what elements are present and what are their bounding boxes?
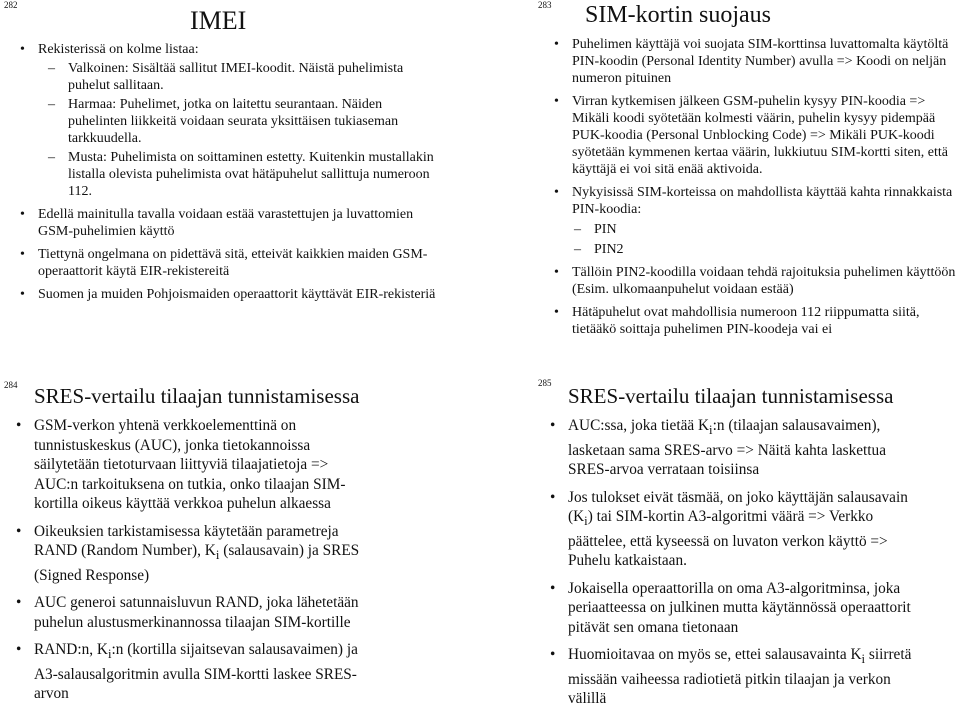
- list-line-part: AUC:ssa, joka tietää K: [568, 417, 710, 434]
- list-item: [554, 304, 956, 338]
- page-number: 285: [538, 378, 552, 388]
- bullet-icon: •: [20, 247, 25, 262]
- bullet-icon: •: [550, 488, 556, 506]
- sub-item: [574, 221, 956, 238]
- list-item: [16, 593, 474, 632]
- list-item: [16, 416, 474, 514]
- list-line: [568, 507, 956, 532]
- subscript: i: [584, 514, 588, 529]
- list-item: [550, 645, 956, 709]
- list-item-text: Puhelimen käyttäjä voi suojata SIM-korttinsa luvattomalta käytöltä PIN-koodin (Personal Identity Number) avulla => Koodi on neljän numeron pituinen: [572, 37, 949, 86]
- slide-285: [480, 346, 960, 708]
- bullet-icon: •: [16, 417, 22, 434]
- list-line-part: Huomioitavaa on myös se, ettei salausavainta K: [568, 646, 862, 664]
- list-line-part: (salausavain) ja SRES: [223, 542, 360, 559]
- list-line-part: ) tai SIM-kortin A3-algoritmi väärä => Verkko: [587, 508, 874, 526]
- page-number: 284: [4, 380, 18, 390]
- list-line: (Signed Response): [34, 566, 150, 584]
- list-line: lasketaan sama SRES-arvo => Näitä kahta laskettua: [568, 441, 886, 459]
- list-line: pitävät sen omana tietonaan: [568, 618, 739, 636]
- list-item-text: Tiettynä ongelmana on pidettävä sitä, etteivät kaikkien maiden GSM-operaattorit käytä EIR-rekistereitä: [38, 247, 428, 279]
- bullet-list: [16, 416, 474, 704]
- list-item: [554, 264, 956, 298]
- bullet-list: [554, 36, 956, 338]
- subscript: i: [107, 647, 112, 662]
- list-line: Jos tulokset eivät täsmää, on joko käyttäjän salausavain: [568, 488, 908, 506]
- bullet-icon: •: [20, 207, 25, 222]
- bullet-icon: •: [16, 594, 22, 612]
- bullet-icon: •: [554, 37, 559, 52]
- list-line: missään vaiheessa radiotietä pitkin tilaajan ja verkon: [568, 670, 891, 688]
- sub-item-text: PIN2: [594, 242, 624, 257]
- bullet-icon: •: [550, 646, 556, 664]
- list-line: AUC generoi satunnaisluvun RAND, joka lähetetään: [34, 594, 359, 612]
- slide-283: [480, 0, 960, 345]
- dash-icon: –: [48, 150, 55, 165]
- list-line: AUC:n tarkoituksena on tutkia, onko tilaajan SIM-: [34, 475, 346, 493]
- list-line: puhelun alustusmerkinannossa tilaajan SIM-kortille: [34, 613, 351, 631]
- list-item-text: Tällöin PIN2-koodilla voidaan tehdä rajoituksia puhelimen käyttöön (Esim. ulkomaanpuhelut voidaan estää): [572, 265, 956, 297]
- bullet-icon: •: [20, 287, 25, 302]
- sub-item-text: Valkoinen: Sisältää sallitut IMEI-koodit. Näistä puhelimista puhelut sallitaan.: [68, 61, 404, 93]
- list-item-text: Rekisterissä on kolme listaa:: [38, 42, 199, 57]
- subscript: i: [215, 548, 220, 563]
- sub-list: [48, 60, 442, 200]
- list-line: [568, 645, 956, 670]
- list-line: säilytetään tietoturvaan liittyviä tilaajatietoja =>: [34, 456, 329, 473]
- list-line: GSM-verkon yhtenä verkkoelementtinä on: [34, 417, 297, 434]
- slide-282: [0, 0, 480, 345]
- bullet-list: [550, 416, 956, 709]
- subscript: i: [861, 652, 866, 667]
- bullet-icon: •: [554, 94, 559, 109]
- bullet-icon: •: [554, 185, 559, 200]
- bullet-icon: •: [20, 42, 25, 57]
- list-item-text: Suomen ja muiden Pohjoismaiden operaattorit käyttävät EIR-rekisteriä: [38, 287, 436, 302]
- list-line-part: siirretä: [865, 646, 912, 664]
- list-item: [550, 416, 956, 480]
- list-line: Jokaisella operaattorilla on oma A3-algoritminsa, joka: [568, 579, 901, 597]
- page-number: 283: [538, 0, 552, 10]
- list-line: [34, 541, 474, 566]
- list-line: SRES-arvoa verrataan toisiinsa: [568, 461, 760, 479]
- list-item-text: Hätäpuhelut ovat mahdollisia numeroon 112 riippumatta siitä, tietääkö soittaja puhelimen PIN-koodeja vai ei: [572, 305, 920, 337]
- list-line: Puhelu katkaistaan.: [568, 552, 687, 570]
- sub-item-text: Harmaa: Puhelimet, jotka on laitettu seurantaan. Näiden puhelinten liikkeitä voidaan seurata yksittäisen tukiaseman tarkkuudella.: [68, 97, 399, 146]
- sub-item-text: PIN: [594, 222, 617, 237]
- sub-item: [574, 241, 956, 258]
- sub-item-text: Musta: Puhelimista on soittaminen estetty. Kuitenkin mustallakin listalla olevista puhelimista ovat hätäpuhelut sallittuja numeroon 112.: [68, 150, 434, 199]
- list-item: [550, 579, 956, 638]
- list-item-text: Nykyisissä SIM-korteissa on mahdollista käyttää kahta rinnakkaista PIN-koodia:: [572, 185, 953, 217]
- list-line: periaatteessa on julkinen mutta käytännössä operaattorit: [568, 599, 911, 617]
- list-line-part: (K: [568, 508, 585, 526]
- dash-icon: –: [574, 222, 581, 237]
- bullet-list: [20, 41, 442, 303]
- dash-icon: –: [48, 61, 55, 76]
- bullet-icon: •: [16, 641, 22, 659]
- list-item: [20, 286, 442, 303]
- list-line: arvon: [34, 685, 69, 703]
- list-line-part: RAND (Random Number), K: [34, 542, 216, 559]
- sub-item: [48, 96, 442, 147]
- list-line: [34, 640, 474, 665]
- list-item: [20, 41, 442, 200]
- list-line-part: RAND:n, K: [34, 641, 108, 659]
- list-item: [16, 640, 474, 704]
- list-line: [568, 416, 956, 441]
- bullet-icon: •: [550, 579, 556, 597]
- list-item: [16, 522, 474, 586]
- list-item-text: Virran kytkemisen jälkeen GSM-puhelin kysyy PIN-koodia => Mikäli koodi syötetään kolmesti väärin, puhelin kysyy pidempää PUK-koodia (Personal Unblocking Code) => Mikäli PUK-koodi syötetään kymmenen kertaa väärin, lukkiutuu SIM-kortti siten, että käyttäjä ei voi sitä enää aktivoida.: [572, 94, 948, 177]
- slide-284: [0, 346, 480, 703]
- list-line: tunnistuskeskus (AUC), jonka tietokannoissa: [34, 436, 311, 454]
- list-item-text: Edellä mainitulla tavalla voidaan estää varastettujen ja luvattomien GSM-puhelimien käyttö: [38, 207, 414, 239]
- sub-list: [574, 221, 956, 258]
- list-line: kortilla oikeus käyttää verkkoa puhelun alkaessa: [34, 495, 331, 512]
- list-line: Oikeuksien tarkistamisessa käytetään parametreja: [34, 522, 339, 540]
- bullet-icon: •: [554, 305, 559, 320]
- list-item: [554, 36, 956, 87]
- bullet-icon: •: [554, 265, 559, 280]
- list-line-part: :n (tilaajan salausavaimen),: [712, 417, 881, 434]
- bullet-icon: •: [550, 417, 556, 434]
- slide-title: SRES-vertailu tilaajan tunnistamisessa: [34, 384, 360, 408]
- subscript: i: [709, 423, 713, 438]
- list-line: välillä: [568, 690, 607, 708]
- dash-icon: –: [574, 242, 581, 257]
- dash-icon: –: [48, 97, 55, 112]
- list-item: [20, 246, 442, 280]
- list-item: [550, 488, 956, 571]
- slide-title: SIM-kortin suojaus: [585, 2, 771, 28]
- list-item: [554, 184, 956, 258]
- list-line-part: :n (kortilla sijaitsevan salausavaimen) ja: [111, 641, 358, 659]
- list-item: [20, 206, 442, 240]
- sub-item: [48, 149, 442, 200]
- list-line: päättelee, että kyseessä on luvaton verkon käyttö =>: [568, 532, 888, 550]
- bullet-icon: •: [16, 522, 22, 540]
- sub-item: [48, 60, 442, 94]
- list-line: A3-salausalgoritmin avulla SIM-kortti laskee SRES-: [34, 665, 357, 683]
- slide-title: IMEI: [190, 6, 247, 35]
- list-item: [554, 93, 956, 178]
- page-number: 282: [4, 0, 18, 10]
- slide-title: SRES-vertailu tilaajan tunnistamisessa: [568, 384, 894, 408]
